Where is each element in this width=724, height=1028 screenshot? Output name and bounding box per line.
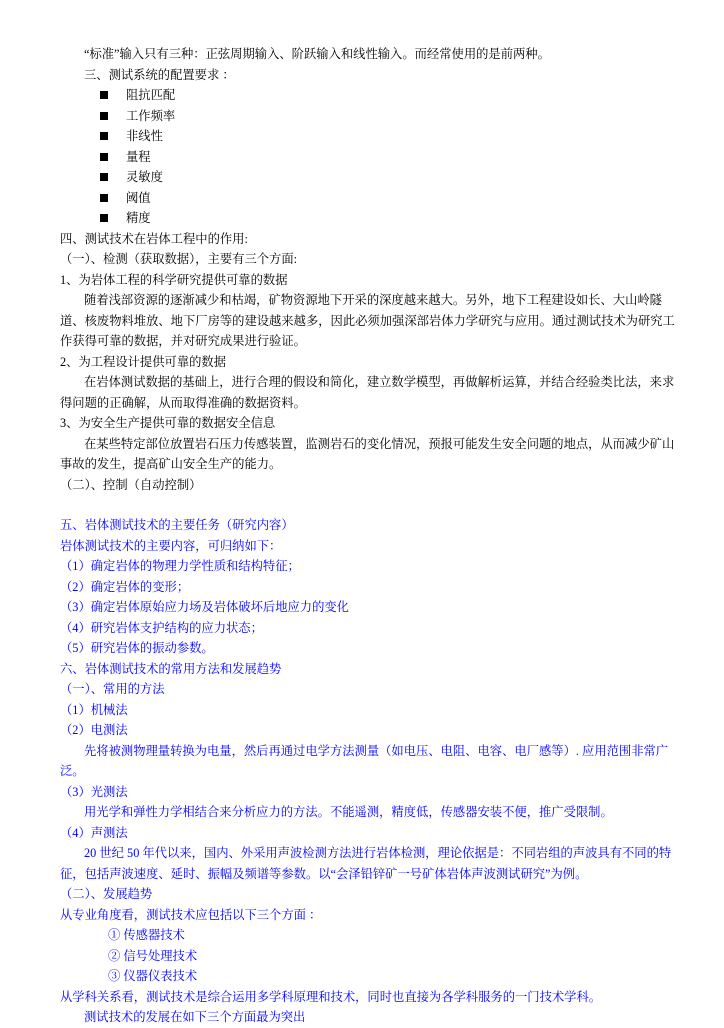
list-item-label: 精度 (126, 211, 151, 225)
paragraph-item-1-body: 随着浅部资源的逐渐减少和枯竭，矿物资源地下开采的深度越来越大。另外，地下工程建设如长、大山岭隧道、核废物料堆放、地下厂房等的建设越来越多，因此必须加强深部岩体力学研究与应用。通过测试技术为研究工作获得可靠的数据，并对研究成果进行验证。 (60, 293, 675, 348)
list-item (100, 147, 676, 168)
section-5-item-5: （5）研究岩体的振动参数。 (60, 641, 214, 655)
section-5-item-1: （1）确定岩体的物理力学性质和结构特征； (60, 559, 300, 573)
list-item (100, 85, 676, 106)
heading-section-3: 三、测试系统的配置要求 ： (84, 67, 235, 82)
paragraph-closing-indent: 测试技术的发展在如下三个方面最为突出 (84, 1010, 306, 1024)
square-bullet-icon (100, 132, 108, 140)
paragraph-method-3-body: 用光学和弹性力学相结合来分析应力的方法。不能遥测，精度低，传感器安装不便，推广受限制。 (84, 805, 613, 819)
technology-item-2: ② 信号处理技术 (108, 948, 198, 963)
heading-section-5: 五、岩体测试技术的主要任务（研究内容） (60, 518, 294, 532)
heading-item-2: 2、为工程设计提供可靠的数据 (60, 354, 227, 369)
heading-item-3: 3、为安全生产提供可靠的数据安全信息 (60, 416, 276, 430)
paragraph-section-5-lead: 岩体测试技术的主要内容，可归纳如下： (60, 538, 282, 553)
square-bullet-icon (100, 214, 108, 222)
list-item (100, 106, 676, 127)
config-requirements-list (60, 85, 676, 229)
heading-section-6: 六、岩体测试技术的常用方法和发展趋势 (60, 661, 282, 676)
paragraph-intro: “标准”输入只有三种：正弦周期输入、阶跃输入和线性输入。而经常使用的是前两种。 (84, 47, 550, 61)
section-5-item-3: （3）确定岩体原始应力场及岩体破坏后地应力的变化 (60, 600, 349, 614)
heading-method-4: （4）声测法 (60, 825, 128, 840)
heading-section-4-2: （二）、控制（自动控制） (60, 477, 202, 492)
list-item-label: 工作频率 (126, 108, 176, 123)
paragraph-item-2-body: 在岩体测试数据的基础上，进行合理的假设和简化，建立数学模型，再做解析运算，并结合经验类比法，来求得问题的正确解，从而取得准确的数据资料。 (60, 375, 675, 410)
heading-method-1: （1）机械法 (60, 702, 128, 717)
technology-item-1: ① 传感器技术 (108, 928, 185, 942)
paragraph-section-6-2-lead: 从专业角度看，测试技术应包括以下三个方面 ： (60, 907, 322, 922)
list-item (100, 126, 676, 147)
list-item (100, 167, 676, 188)
list-item-label: 非线性 (126, 129, 163, 143)
square-bullet-icon (100, 194, 108, 202)
section-5-item-2: （2）确定岩体的变形； (60, 579, 190, 594)
section-5-item-4: （4）研究岩体支护结构的应力状态； (60, 620, 263, 635)
paragraph-method-4-body: 20 世纪 50 年代以来，国内、外采用声波检测方法进行岩体检测，理论依据是：不同岩组的声波具有不同的特征，包括声波速度、延时、振幅及频谱等参数。以“会泽铅锌矿一号矿体岩体声波测试研究”为例。 (60, 846, 672, 881)
list-item-label: 阈值 (126, 190, 151, 205)
square-bullet-icon (100, 173, 108, 181)
list-item-label: 灵敏度 (126, 170, 163, 184)
square-bullet-icon (100, 91, 108, 99)
paragraph-method-2-body: 先将被测物理量转换为电量，然后再通过电学方法测量（如电压、电阻、电容、电厂感等）. 应用范围非常广泛。 (60, 743, 669, 778)
heading-section-4: 四、测试技术在岩体工程中的作用: (60, 231, 248, 246)
list-item-label: 量程 (126, 149, 151, 164)
heading-section-4-1: （一）、检测（获取数据），主要有三个方面: (60, 252, 298, 266)
heading-method-2: （2）电测法 (60, 723, 128, 737)
technology-item-3: ③ 仪器仪表技术 (108, 969, 198, 983)
document-body (60, 44, 676, 1028)
list-item (100, 208, 676, 229)
heading-item-1: 1、为岩体工程的科学研究提供可靠的数据 (60, 272, 288, 287)
heading-method-3: （3）光测法 (60, 784, 128, 799)
heading-section-6-2: （二）、发展趋势 (60, 887, 153, 901)
paragraph-item-3-body: 在某些特定部位放置岩石压力传感装置，监测岩石的变化情况，预报可能发生安全问题的地点，从而减少矿山事故的发生，提高矿山安全生产的能力。 (60, 436, 675, 471)
list-item (100, 188, 676, 209)
square-bullet-icon (100, 153, 108, 161)
square-bullet-icon (100, 112, 108, 120)
list-item-label: 阻抗匹配 (126, 88, 176, 102)
spacer (60, 495, 676, 515)
heading-section-6-1: （一）、常用的方法 (60, 682, 165, 696)
paragraph-closing: 从学科关系看，测试技术是综合运用多学科原理和技术，同时也直接为各学科服务的一门技术学科。 (60, 989, 602, 1004)
